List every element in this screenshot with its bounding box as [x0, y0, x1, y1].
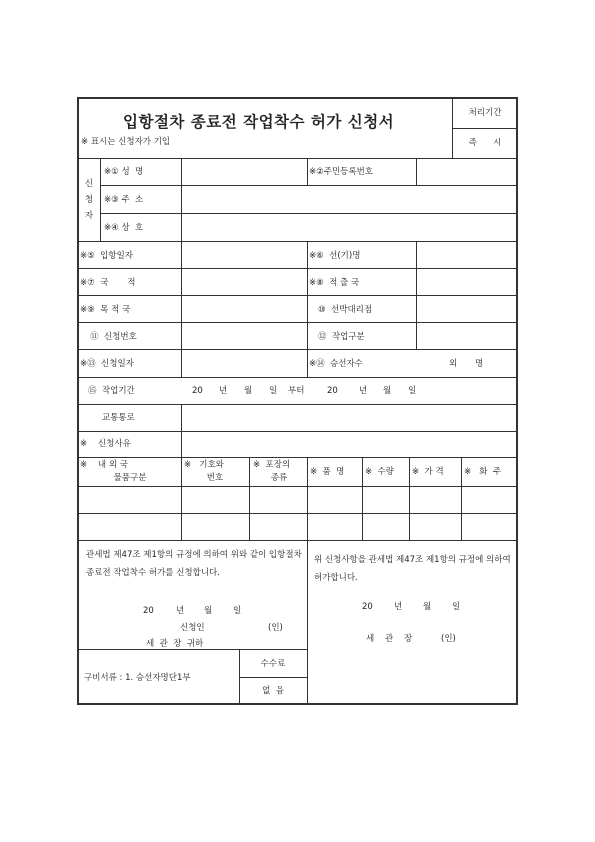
application-date-m: 월: [204, 606, 213, 616]
application-statement: 관세법 제47조 제1항의 규정에 의하여 위와 같이 입항절차 종료전 작업착수 허가를 신청합니다.: [86, 550, 302, 578]
work-period-from-year: 20: [192, 386, 203, 396]
applicant-side-char-3: 자: [84, 211, 94, 221]
applicant-side-char-1: 신: [84, 179, 94, 189]
address-label: ※③ 주 소: [104, 195, 144, 205]
rule: [78, 649, 307, 650]
nationality-label: ※⑦ 국 적: [80, 278, 136, 288]
rule: [307, 241, 308, 377]
instruction-note: ※ 표시는 신청자가 기입: [81, 137, 171, 147]
entry-date-label: ※⑤ 입항일자: [80, 251, 133, 261]
agency-field[interactable]: [418, 297, 514, 320]
processing-period-value: 즉 시: [468, 138, 502, 148]
goods-header-package-type-2: 종류: [270, 473, 288, 483]
goods-header-item: ※ 품 명: [310, 467, 345, 477]
crew-unit-other: 외: [449, 359, 458, 369]
departure-port-field[interactable]: [418, 270, 514, 293]
rule: [307, 158, 308, 186]
departure-port-label: ※⑧ 적 출 국: [309, 278, 360, 288]
ship-name-field[interactable]: [418, 243, 514, 266]
required-documents: 구비서류 : 1. 승선자명단1부: [84, 673, 191, 683]
goods-header-symbol-number: ※ 기호와: [184, 460, 224, 470]
rule: [100, 213, 517, 214]
border-bottom: [77, 703, 518, 705]
rule: [78, 404, 517, 405]
resident-number-label: ※②주민등록번호: [309, 167, 374, 177]
goods-header-domestic-foreign: ※ 내 외 국: [80, 460, 128, 470]
goods-header-shipper: ※ 화 주: [464, 467, 502, 477]
rule: [239, 677, 307, 678]
approval-statement: 위 신청사항을 관세법 제47조 제1항의 규정에 의하여 허가합니다.: [314, 555, 511, 583]
rule: [78, 241, 517, 242]
application-date-d: 일: [233, 606, 242, 616]
rule: [78, 377, 517, 378]
goods-header-package-type: ※ 포장의: [253, 460, 291, 470]
work-period-from-word: 부터: [288, 386, 305, 396]
fee-value: 없 음: [262, 686, 284, 696]
applicant-side-char-2: 청: [84, 195, 94, 205]
entry-date-field[interactable]: [183, 243, 305, 266]
rule: [416, 241, 417, 350]
work-period-from-y: 년: [219, 386, 228, 396]
crew-count-label: ※⑭ 승선자수: [309, 359, 363, 369]
approval-date-year: 20: [362, 602, 373, 612]
rule: [78, 268, 517, 269]
reason-field[interactable]: [183, 433, 514, 455]
application-date-y: 년: [176, 606, 185, 616]
border-right: [516, 97, 518, 705]
address-field[interactable]: [183, 187, 514, 211]
applicant-signature-label: 신청인: [180, 623, 205, 633]
form-title: 입항절차 종료전 작업착수 허가 신청서: [123, 113, 395, 131]
rule: [78, 322, 517, 323]
work-type-field[interactable]: [418, 324, 514, 347]
nationality-field[interactable]: [183, 270, 305, 293]
to-customs-chief: 세 관 장 귀하: [146, 639, 204, 649]
goods-header-price: ※ 가 격: [412, 467, 444, 477]
rule: [452, 98, 453, 158]
application-number-field[interactable]: [183, 324, 305, 347]
approval-date-y: 년: [394, 602, 403, 612]
customs-chief: 세 관 장: [366, 634, 413, 644]
fee-label: 수수료: [260, 659, 286, 669]
goods-header-domestic-foreign-2: 물품구분: [113, 473, 147, 483]
processing-period-label: 처리기간: [468, 108, 502, 118]
rule: [100, 185, 517, 186]
rule: [100, 158, 101, 241]
rule: [181, 404, 182, 457]
rule: [78, 158, 517, 159]
rule: [181, 158, 182, 377]
rule: [239, 649, 240, 704]
crew-unit-person: 명: [475, 359, 484, 369]
goods-row-1[interactable]: [79, 487, 516, 512]
name-field[interactable]: [183, 160, 305, 184]
traffic-route-field[interactable]: [183, 406, 514, 429]
rule: [78, 457, 517, 458]
agency-label: ⑩ 선박대리점: [318, 305, 373, 315]
applicant-seal: (인): [268, 623, 283, 633]
work-period-to-y: 년: [359, 386, 368, 396]
ship-name-label: ※⑥ 선(기)명: [309, 251, 361, 261]
border-left: [77, 97, 79, 705]
work-period-from-m: 월: [244, 386, 253, 396]
destination-label: ※⑨ 목 적 국: [80, 305, 131, 315]
rule: [78, 431, 517, 432]
rule: [452, 128, 517, 129]
customs-chief-seal: (인): [441, 634, 456, 644]
application-date-year: 20: [143, 606, 154, 616]
work-period-to-year: 20: [327, 386, 338, 396]
goods-header-symbol-number-2: 번호: [206, 473, 224, 483]
goods-row-2[interactable]: [79, 514, 516, 539]
goods-header-quantity: ※ 수량: [365, 467, 394, 477]
work-period-to-m: 월: [383, 386, 392, 396]
rule: [78, 540, 517, 541]
work-period-label: ⑮ 작업기간: [88, 386, 135, 396]
rule: [416, 158, 417, 186]
trade-name-field[interactable]: [183, 215, 514, 239]
work-period-to-d: 일: [408, 386, 417, 396]
rule: [78, 295, 517, 296]
approval-date-m: 월: [423, 602, 432, 612]
traffic-route-label: 교통통로: [102, 413, 135, 423]
application-number-label: ⑪ 신청번호: [90, 332, 137, 342]
application-date-label: ※⑬ 신청일자: [80, 359, 134, 369]
trade-name-label: ※④ 상 호: [104, 223, 144, 233]
approval-date-d: 일: [452, 602, 461, 612]
work-period-from-d: 일: [269, 386, 278, 396]
resident-number-field[interactable]: [418, 160, 514, 184]
name-label: ※① 성 명: [104, 167, 144, 177]
destination-field[interactable]: [183, 297, 305, 320]
application-date-field[interactable]: [183, 351, 305, 375]
work-type-label: ⑫ 작업구분: [318, 332, 365, 342]
reason-label: ※ 신청사유: [80, 439, 131, 449]
rule: [78, 349, 517, 350]
